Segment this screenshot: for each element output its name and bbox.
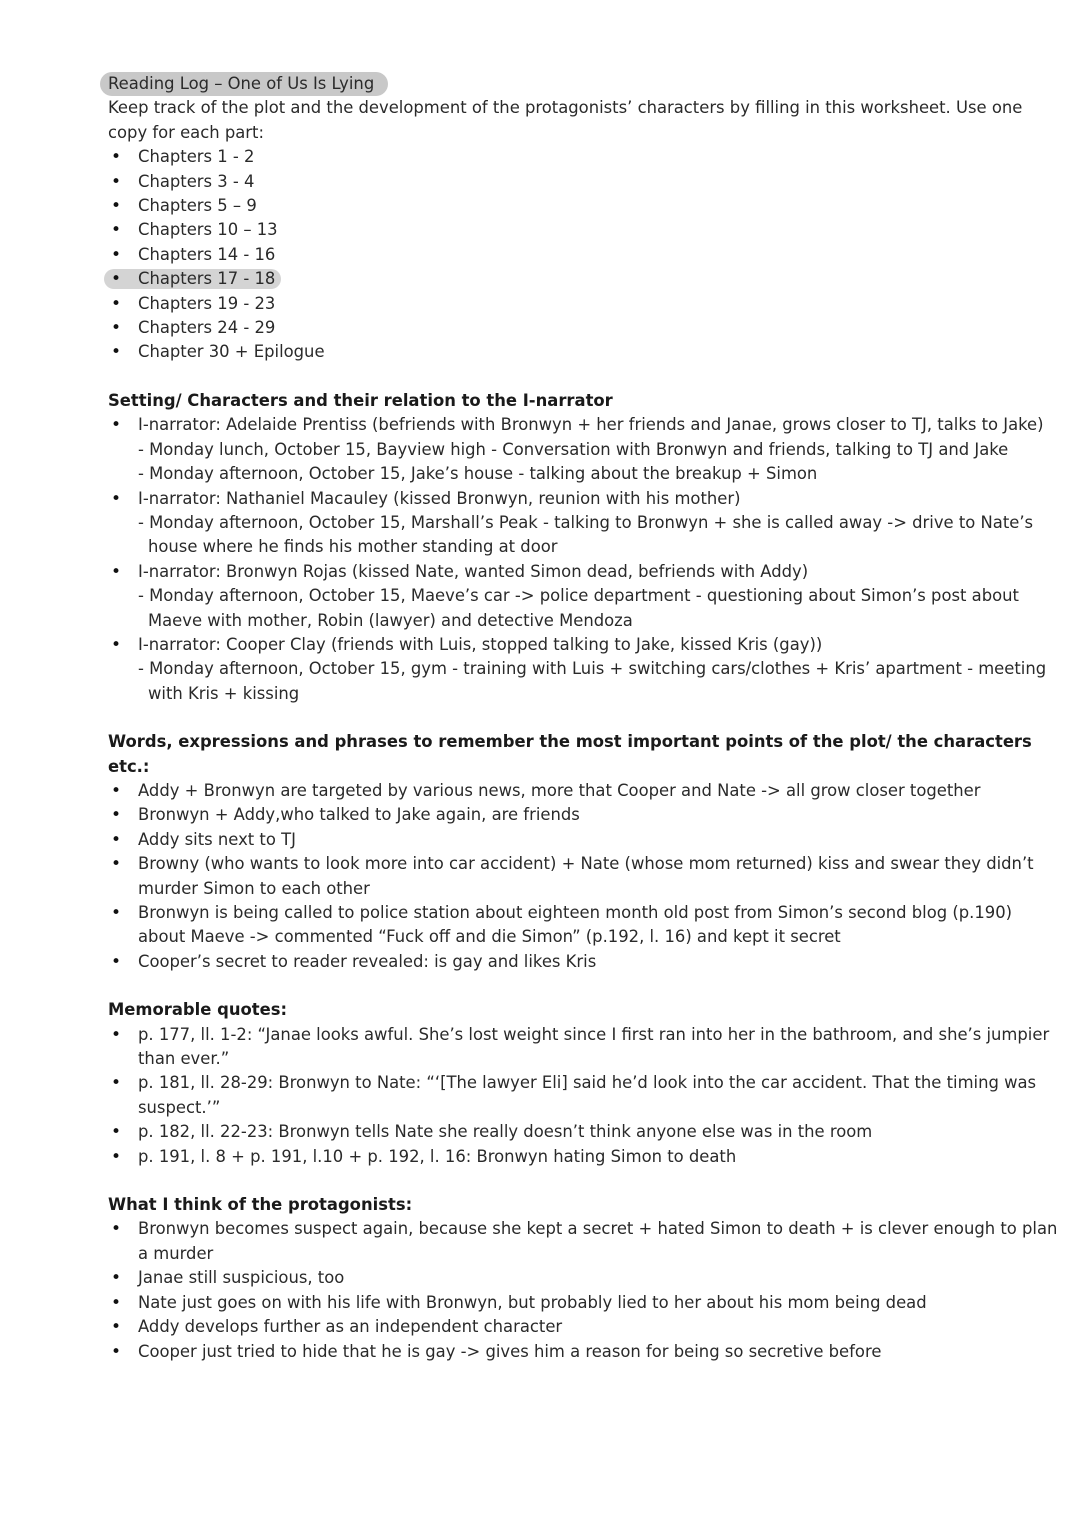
- list-item: • Cooper’s secret to reader revealed: is gay and likes Kris: [108, 950, 1058, 974]
- chapter-item: • Chapters 19 - 23: [108, 292, 1058, 316]
- setting-heading: Setting/ Characters and their relation to the I-narrator: [108, 390, 613, 410]
- words-heading: Words, expressions and phrases to remember the most important points of the plot/ the characters etc.:: [108, 732, 1032, 776]
- list-item: • Bronwyn + Addy,who talked to Jake again, are friends: [108, 803, 1058, 827]
- reading-log-document: [108, 72, 1058, 1364]
- narrator-text: I-narrator: Cooper Clay (friends with Luis, stopped talking to Jake, kissed Kris (gay)): [138, 634, 823, 654]
- quote-item: • p. 191, l. 8 + p. 191, l.10 + p. 192, l. 16: Bronwyn hating Simon to death: [108, 1145, 1058, 1169]
- scene-item: - Monday lunch, October 15, Bayview high - Conversation with Bronwyn and friends, talking to TJ and Jake: [138, 439, 1009, 459]
- narrator-text: I-narrator: Nathaniel Macauley (kissed Bronwyn, reunion with his mother): [138, 488, 741, 508]
- list-item: • Browny (who wants to look more into car accident) + Nate (whose mom returned) kiss and swear they didn’t murder Simon to each other: [108, 852, 1058, 901]
- setting-list: [108, 413, 1058, 706]
- chapter-item-highlighted: • Chapters 17 - 18: [108, 267, 1058, 291]
- scene-item: - Monday afternoon, October 15, Maeve’s car -> police department - questioning about Simon’s post about Maeve with mother, Robin (lawyer) and detective Mendoza: [138, 586, 1019, 630]
- scene-item: - Monday afternoon, October 15, Jake’s house - talking about the breakup + Simon: [138, 464, 818, 484]
- chapter-item: • Chapters 14 - 16: [108, 243, 1058, 267]
- chapter-item: • Chapters 10 – 13: [108, 218, 1058, 242]
- document-title: Reading Log – One of Us Is Lying: [108, 72, 1058, 96]
- narrator-item: [108, 633, 1058, 706]
- opinions-heading: What I think of the protagonists:: [108, 1195, 413, 1215]
- list-item: • Addy + Bronwyn are targeted by various news, more that Cooper and Nate -> all grow closer together: [108, 779, 1058, 803]
- chapter-item: • Chapter 30 + Epilogue: [108, 340, 1058, 364]
- narrator-text: I-narrator: Adelaide Prentiss (befriends with Bronwyn + her friends and Janae, grows closer to TJ, talks to Jake): [138, 415, 1044, 435]
- quotes-heading: Memorable quotes:: [108, 1000, 288, 1020]
- opinions-list: [108, 1217, 1058, 1363]
- words-list: [108, 779, 1058, 974]
- quote-item: • p. 177, ll. 1-2: “Janae looks awful. She’s lost weight since I first ran into her in the bathroom, and she’s jumpier than ever.”: [108, 1023, 1058, 1072]
- list-item: • Addy sits next to TJ: [108, 828, 1058, 852]
- narrator-item: [108, 413, 1058, 486]
- narrator-text: I-narrator: Bronwyn Rojas (kissed Nate, wanted Simon dead, befriends with Addy): [138, 561, 809, 581]
- opinion-item: • Addy develops further as an independent character: [108, 1315, 1058, 1339]
- chapter-list: [108, 145, 1058, 365]
- chapter-item: • Chapters 3 - 4: [108, 170, 1058, 194]
- quotes-list: [108, 1023, 1058, 1169]
- quote-item: • p. 182, ll. 22-23: Bronwyn tells Nate she really doesn’t think anyone else was in the room: [108, 1120, 1058, 1144]
- scene-item: - Monday afternoon, October 15, Marshall’s Peak - talking to Bronwyn + she is called away -> drive to Nate’s house where he finds his mother standing at door: [138, 512, 1034, 557]
- narrator-item: [108, 560, 1058, 633]
- opinion-item: • Bronwyn becomes suspect again, because she kept a secret + hated Simon to death + is clever enough to plan a murder: [108, 1217, 1058, 1266]
- opinion-item: • Nate just goes on with his life with Bronwyn, but probably lied to her about his mom being dead: [108, 1291, 1058, 1315]
- list-item: • Bronwyn is being called to police station about eighteen month old post from Simon’s second blog (p.190) about Maeve -> commented “Fuck off and die Simon” (p.192, l. 16) and kept it secret: [108, 901, 1058, 950]
- scene-item: - Monday afternoon, October 15, gym - training with Luis + switching cars/clothes + Kris’ apartment - meeting with Kris + kissing: [138, 659, 1047, 703]
- opinion-item: • Janae still suspicious, too: [108, 1266, 1058, 1290]
- opinion-item: • Cooper just tried to hide that he is gay -> gives him a reason for being so secretive before: [108, 1340, 1058, 1364]
- chapter-item: • Chapters 24 - 29: [108, 316, 1058, 340]
- chapter-item: • Chapters 1 - 2: [108, 145, 1058, 169]
- chapter-item: • Chapters 5 – 9: [108, 194, 1058, 218]
- intro-text: Keep track of the plot and the development of the protagonists’ characters by filling in this worksheet. Use one copy for each part:: [108, 98, 1023, 142]
- narrator-item: [108, 487, 1058, 560]
- quote-item: • p. 181, ll. 28-29: Bronwyn to Nate: “‘[The lawyer Eli] said he’d look into the car accident. That the timing was suspect.’”: [108, 1071, 1058, 1120]
